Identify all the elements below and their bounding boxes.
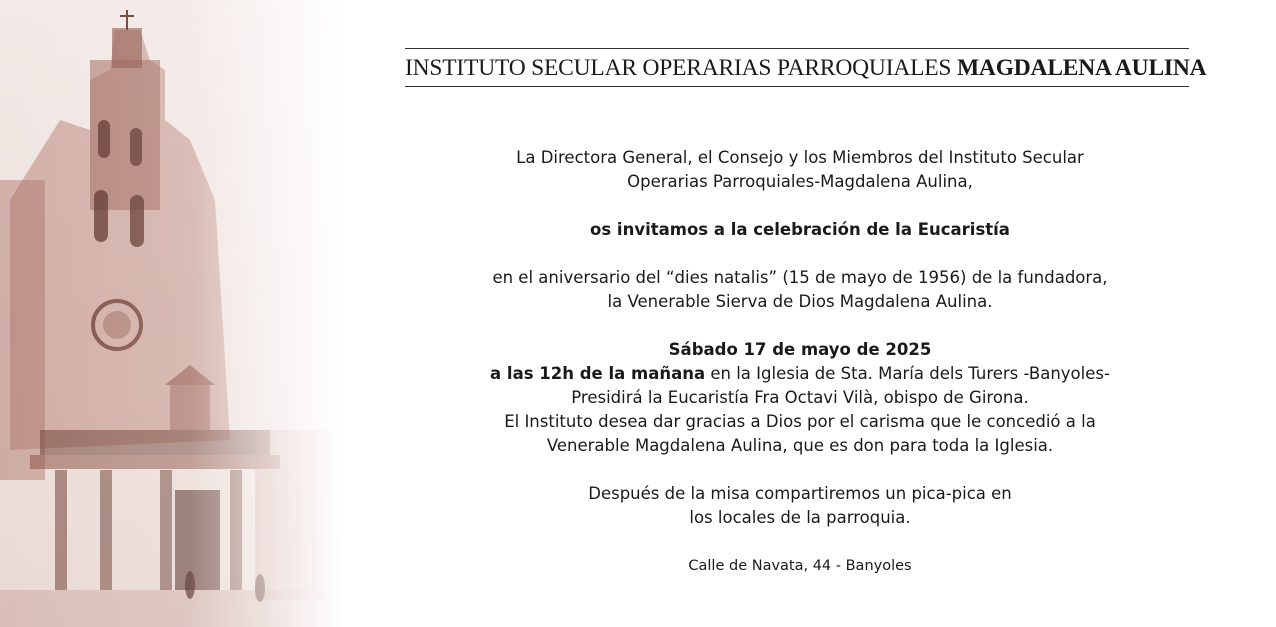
church-illustration — [0, 0, 345, 627]
thanks-line-2: Venerable Magdalena Aulina, que es don para toda la Iglesia. — [546, 436, 1054, 455]
intro-line-2: Operarias Parroquiales-Magdalena Aulina, — [627, 172, 973, 191]
intro-line-1: La Directora General, el Consejo y los Miembros del Instituto Secular — [516, 148, 1084, 167]
church-watercolor-image — [0, 0, 345, 627]
event-time-place — [430, 362, 1170, 386]
invite-heading: os invitamos a la celebración de la Eucaristía — [590, 220, 1010, 239]
after-mass-line-1: Después de la misa compartiremos un pica-pica en — [588, 484, 1012, 503]
event-time: a las 12h de la mañana — [490, 364, 706, 383]
presider-line: Presidirá la Eucaristía Fra Octavi Vilà, obispo de Girona. — [571, 388, 1029, 407]
anniversary-line-1: en el aniversario del “dies natalis” (15 de mayo de 1956) de la fundadora, — [492, 268, 1108, 287]
header-title-regular: INSTITUTO SECULAR OPERARIAS PARROQUIALES — [405, 55, 957, 81]
anniversary-line-2: la Venerable Sierva de Dios Magdalena Aulina. — [607, 292, 993, 311]
header-title-bold: MAGDALENA AULINA — [956, 55, 1207, 81]
thanks-line-1: El Instituto desea dar gracias a Dios por el carisma que le concedió a la — [504, 412, 1096, 431]
after-mass-line-2: los locales de la parroquia. — [689, 508, 911, 527]
event-place: en la Iglesia de Sta. María dels Turers -Banyoles- — [705, 364, 1110, 383]
event-date: Sábado 17 de mayo de 2025 — [668, 340, 932, 359]
address: Calle de Navata, 44 - Banyoles — [688, 558, 912, 574]
invitation-text — [430, 146, 1170, 578]
institute-header — [405, 48, 1207, 87]
